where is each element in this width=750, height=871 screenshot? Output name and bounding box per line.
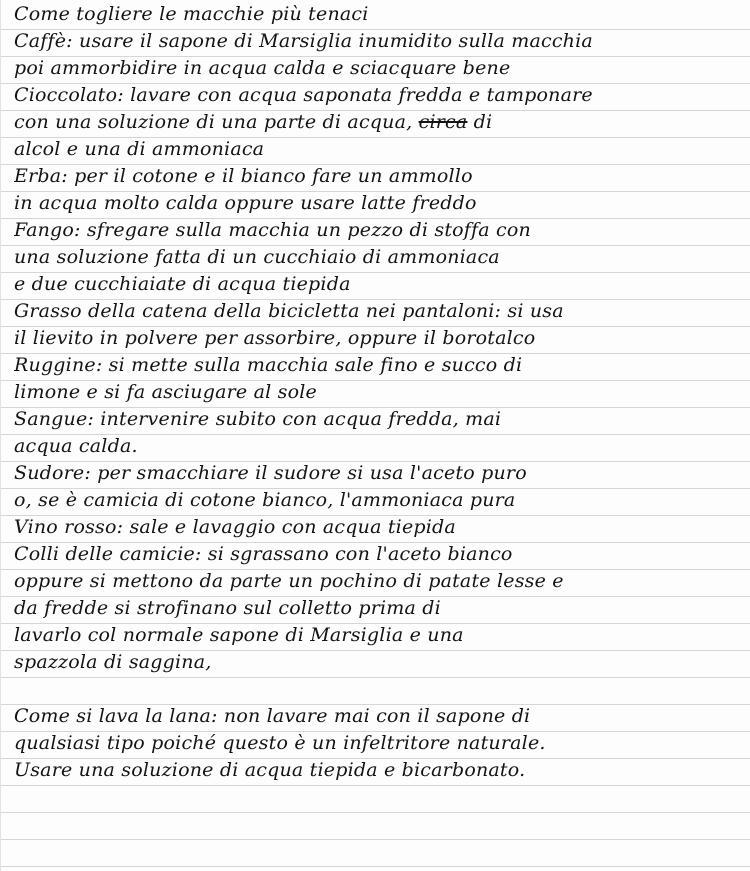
text-line: Erba: per il cotone e il bianco fare un ammollo [14,165,473,187]
heading-line: Come togliere le macchie più tenaci [14,3,369,25]
text-line: e due cucchiaiate di acqua tiepida [14,273,351,295]
text-line: spazzola di saggina, [14,651,212,673]
text-line: una soluzione fatta di un cucchiaio di ammoniaca [14,246,500,268]
page-margin [0,0,1,871]
text-line: Come si lava la lana: non lavare mai con il sapone di [14,705,531,727]
text-line: Caffè: usare il sapone di Marsiglia inumidito sulla macchia [14,30,593,52]
text-line: il lievito in polvere per assorbire, oppure il borotalco [14,327,536,349]
text-line: in acqua molto calda oppure usare latte freddo [14,192,477,214]
text-line: Vino rosso: sale e lavaggio con acqua tiepida [14,516,456,538]
text-line: Fango: sfregare sulla macchia un pezzo di stoffa con [14,219,531,241]
text-line: o, se è camicia di cotone bianco, l'ammoniaca pura [14,489,516,511]
text-line: limone e si fa asciugare al sole [14,381,317,403]
text-line: Sangue: intervenire subito con acqua fredda, mai [14,408,502,430]
text-line: Colli delle camicie: si sgrassano con l'aceto bianco [14,543,513,565]
text-line: acqua calda. [14,435,138,457]
text-line: Ruggine: si mette sulla macchia sale fino e succo di [14,354,523,376]
handwritten-text [14,1,746,784]
text-line: poi ammorbidire in acqua calda e sciacquare bene [14,57,511,79]
text-line: alcol e una di ammoniaca [14,138,265,160]
text-fragment: di [467,111,493,133]
text-line: lavarlo col normale sapone di Marsiglia e una [14,624,464,646]
text-line: Usare una soluzione di acqua tiepida e bicarbonato. [14,759,526,781]
blank-line [14,676,746,703]
struck-word: circa [418,111,468,133]
text-line: da fredde si strofinano sul colletto prima di [14,597,441,619]
text-line: oppure si mettono da parte un pochino di patate lesse e [14,570,564,592]
text-line: Sudore: per smacchiare il sudore si usa l'aceto puro [14,462,527,484]
text-line: qualsiasi tipo poiché questo è un infeltritore naturale. [14,732,546,754]
text-line-with-strikeout [14,109,746,136]
text-line: Grasso della catena della bicicletta nei pantaloni: si usa [14,300,564,322]
text-fragment: con una soluzione di una parte di acqua, [14,111,413,133]
text-line: Cioccolato: lavare con acqua saponata fredda e tamponare [14,84,593,106]
